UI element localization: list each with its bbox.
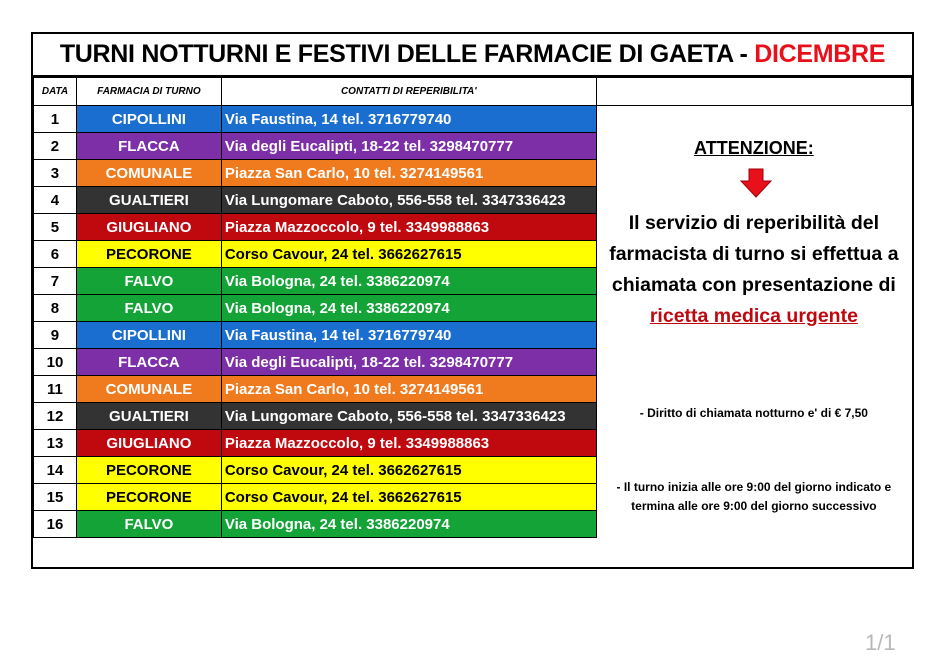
- day-cell: 3: [34, 160, 77, 187]
- header-date: DATA: [34, 78, 77, 106]
- day-cell: 15: [34, 484, 77, 511]
- pharmacy-cell: GIUGLIANO: [76, 430, 221, 457]
- pharmacy-cell: PECORONE: [76, 241, 221, 268]
- day-cell: 16: [34, 511, 77, 538]
- table-header-row: [34, 78, 912, 106]
- notice-text-main: Il servizio di reperibilità del farmacista di turno si effettua a chiamata con presentazione di: [609, 212, 899, 296]
- contact-cell: Via Lungomare Caboto, 556-558 tel. 3347336423: [221, 187, 596, 214]
- contact-cell: Via degli Eucalipti, 18-22 tel. 3298470777: [221, 349, 596, 376]
- table-row: [34, 160, 912, 187]
- pharmacy-cell: FLACCA: [76, 349, 221, 376]
- pharmacy-cell: FLACCA: [76, 133, 221, 160]
- header-pharmacy: FARMACIA DI TURNO: [76, 78, 221, 106]
- day-cell: 2: [34, 133, 77, 160]
- header-contacts: CONTATTI DI REPERIBILITA': [221, 78, 596, 106]
- turn-note: - Il turno inizia alle ore 9:00 del giorno indicato e termina alle ore 9:00 del giorno successivo: [616, 480, 892, 513]
- pharmacy-cell: COMUNALE: [76, 376, 221, 403]
- pharmacy-cell: FALVO: [76, 295, 221, 322]
- pharmacy-cell: FALVO: [76, 511, 221, 538]
- pharmacy-cell: GIUGLIANO: [76, 214, 221, 241]
- pharmacy-cell: CIPOLLINI: [76, 106, 221, 133]
- table-row: [34, 376, 912, 403]
- page-title: [33, 34, 912, 77]
- contact-cell: Corso Cavour, 24 tel. 3662627615: [221, 484, 596, 511]
- contact-cell: Corso Cavour, 24 tel. 3662627615: [221, 457, 596, 484]
- contact-cell: Via Faustina, 14 tel. 3716779740: [221, 322, 596, 349]
- day-cell: 11: [34, 376, 77, 403]
- contact-cell: Piazza San Carlo, 10 tel. 3274149561: [221, 160, 596, 187]
- pharmacy-cell: CIPOLLINI: [76, 322, 221, 349]
- pharmacy-cell: COMUNALE: [76, 160, 221, 187]
- contact-cell: Via Bologna, 24 tel. 3386220974: [221, 295, 596, 322]
- day-cell: 8: [34, 295, 77, 322]
- contact-cell: Piazza San Carlo, 10 tel. 3274149561: [221, 376, 596, 403]
- table-row: [34, 430, 912, 457]
- contact-cell: Via degli Eucalipti, 18-22 tel. 3298470777: [221, 133, 596, 160]
- page-counter: 1/1: [865, 630, 896, 655]
- schedule-table: [33, 77, 912, 538]
- contact-cell: Piazza Mazzoccolo, 9 tel. 3349988863: [221, 214, 596, 241]
- pharmacy-cell: FALVO: [76, 268, 221, 295]
- day-cell: 9: [34, 322, 77, 349]
- title-main: TURNI NOTTURNI E FESTIVI DELLE FARMACIE DI GAETA -: [59, 40, 755, 68]
- notice-highlight: ricetta medica urgente: [649, 305, 858, 327]
- table-row: [34, 106, 912, 133]
- pharmacy-cell: GUALTIERI: [76, 403, 221, 430]
- pharmacy-schedule-sheet: [31, 32, 914, 569]
- notice-title: ATTENZIONE:: [694, 138, 814, 158]
- day-cell: 7: [34, 268, 77, 295]
- contact-cell: Piazza Mazzoccolo, 9 tel. 3349988863: [221, 430, 596, 457]
- pharmacy-cell: GUALTIERI: [76, 187, 221, 214]
- fee-note: - Diritto di chiamata notturno e' di € 7,50: [639, 406, 868, 420]
- day-cell: 5: [34, 214, 77, 241]
- day-cell: 12: [34, 403, 77, 430]
- contact-cell: Via Bologna, 24 tel. 3386220974: [221, 268, 596, 295]
- contact-cell: Via Faustina, 14 tel. 3716779740: [221, 106, 596, 133]
- down-arrow-icon: [741, 169, 771, 197]
- contact-cell: Corso Cavour, 24 tel. 3662627615: [221, 241, 596, 268]
- contact-cell: Via Bologna, 24 tel. 3386220974: [221, 511, 596, 538]
- day-cell: 14: [34, 457, 77, 484]
- day-cell: 4: [34, 187, 77, 214]
- day-cell: 13: [34, 430, 77, 457]
- contact-cell: Via Lungomare Caboto, 556-558 tel. 3347336423: [221, 403, 596, 430]
- notice-panel: [596, 78, 911, 513]
- day-cell: 6: [34, 241, 77, 268]
- table-row: [34, 349, 912, 376]
- pharmacy-cell: PECORONE: [76, 484, 221, 511]
- day-cell: 1: [34, 106, 77, 133]
- title-month: DICEMBRE: [754, 40, 886, 68]
- notice-text: [597, 208, 911, 332]
- pharmacy-cell: PECORONE: [76, 457, 221, 484]
- day-cell: 10: [34, 349, 77, 376]
